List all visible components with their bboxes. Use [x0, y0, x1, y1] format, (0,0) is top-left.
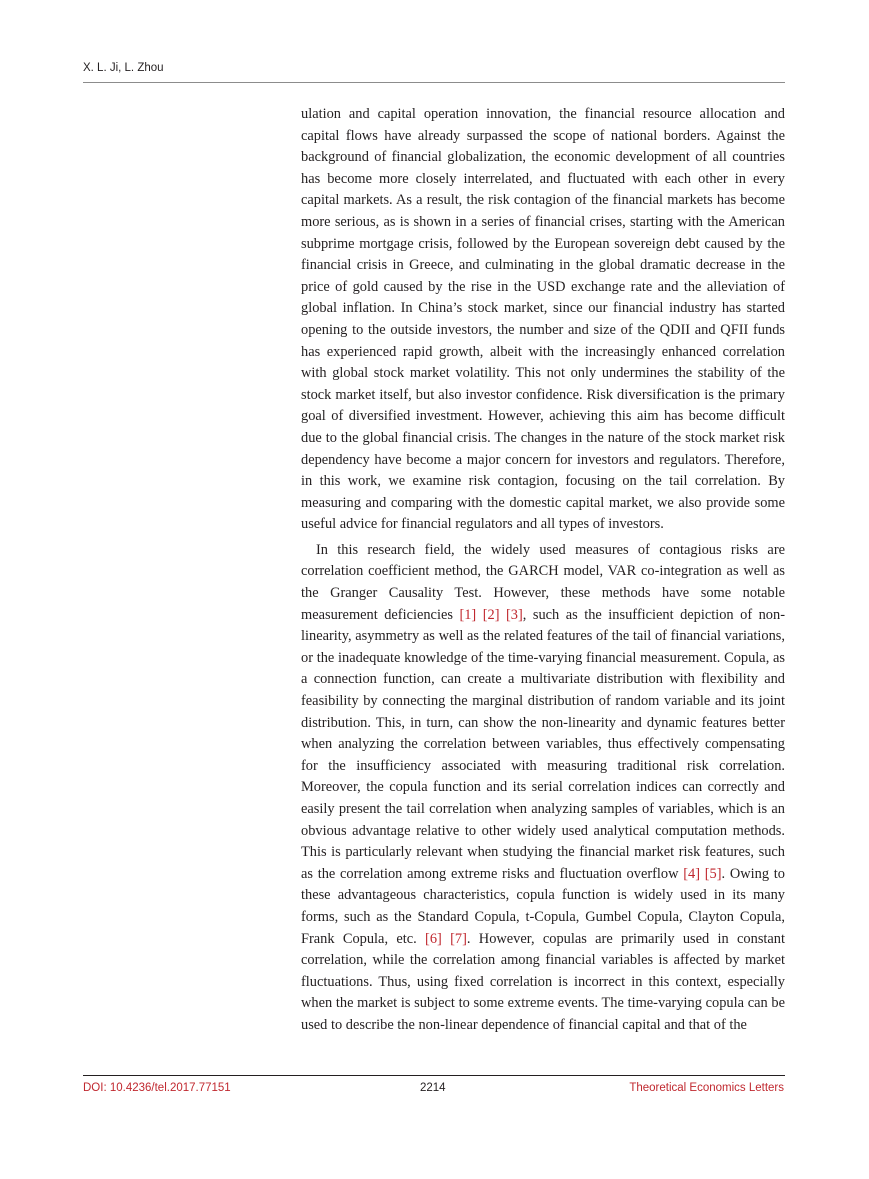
running-header-authors: X. L. Ji, L. Zhou: [83, 62, 164, 74]
citation-link-2[interactable]: [2]: [482, 606, 500, 623]
footer-doi-link[interactable]: DOI: 10.4236/tel.2017.77151: [83, 1082, 231, 1094]
citation-link-1[interactable]: [1]: [459, 606, 477, 623]
citation-link-6[interactable]: [6]: [425, 930, 442, 947]
body-paragraph-1: ulation and capital operation innovation, the financial resource allocation and capital flows have already surpassed the scope of national borders. Against the background of financial globalization, the economic development of all countries has become more closely interrelated, and fluctuated with each other in every capital markets. As a result, the risk contagion of the financial markets has become more serious, as is shown in a series of financial crises, starting with the American subprime mortgage crisis, followed by the European sovereign debt caused by the financial crisis in Greece, and culminating in the global dramatic decrease in the price of gold caused by the rise in the USD exchange rate and the alleviation of global inflation. In China’s stock market, since our financial industry has started opening to the outside investors, the number and size of the QDII and QFII funds has experienced rapid growth, albeit with the increasingly enhanced correlation with global stock market volatility. This not only undermines the stability of the stock market itself, but also investor confidence. Risk diversification is the primary goal of diversified investment. However, achieving this aim has become difficult due to the global financial crisis. The changes in the nature of the stock market risk dependency have become a major concern for investors and regulators. Therefore, in this work, we examine risk contagion, focusing on the tail correlation. By measuring and comparing with the domestic capital market, we also provide some useful advice for financial regulators and all types of investors.: [301, 106, 785, 533]
footer-journal-link[interactable]: Theoretical Economics Letters: [629, 1082, 784, 1094]
citation-link-4[interactable]: [4]: [683, 865, 701, 882]
header-divider: [83, 82, 785, 83]
citation-link-5[interactable]: [5]: [704, 865, 722, 882]
paragraph-2-text-3: . Owing to these advantageous characteristics, copula function is widely used in its many forms, such as the Standard Copula, t-Copula, Gumbel Copula, Clayton Copula, Frank Copula, etc.: [301, 865, 785, 947]
paragraph-2-text-2: , such as the insufficient depiction of non-linearity, asymmetry as well as the related features of the tail of financial variations, or the inadequate knowledge of the time-varying financial measurement. Copula, as a connection function, can create a multivariate distribution with flexibility and feasibility by connecting the marginal distribution of random variable and its joint distribution. This, in turn, can show the non-linearity and dynamic features better when analyzing the correlation between variables, thus effectively compensating for the insufficiency associated with measuring traditional risk correlation. Moreover, the copula function and its serial correlation indices can correctly and easily present the tail correlation when analyzing samples of variables, which is an obvious advantage relative to other widely used analytical computation methods. This is particularly relevant when studying the financial market risk features, such as the correlation among extreme risks and fluctuation overflow: [301, 606, 785, 882]
footer-divider: [83, 1075, 785, 1076]
citation-link-3[interactable]: [3]: [506, 606, 523, 623]
citation-link-7[interactable]: [7]: [450, 930, 467, 947]
body-paragraph-2: [301, 540, 785, 1037]
footer-page-number: 2214: [420, 1082, 446, 1094]
paragraph-2-text-4: . However, copulas are primarily used in constant correlation, while the correlation among financial variables is affected by market fluctuations. Thus, using fixed correlation is incorrect in this context, especially when the market is subject to some extreme events. The time-varying copula can be used to describe the non-linear dependence of financial capital and that of the: [301, 930, 785, 1033]
body-text-column: [301, 104, 785, 1037]
paragraph-2-text-1: In this research field, the widely used measures of contagious risks are correlation coefficient method, the GARCH model, VAR co-integration as well as the Granger Causality Test. However, these methods have some notable measurement deficiencies: [301, 541, 785, 623]
